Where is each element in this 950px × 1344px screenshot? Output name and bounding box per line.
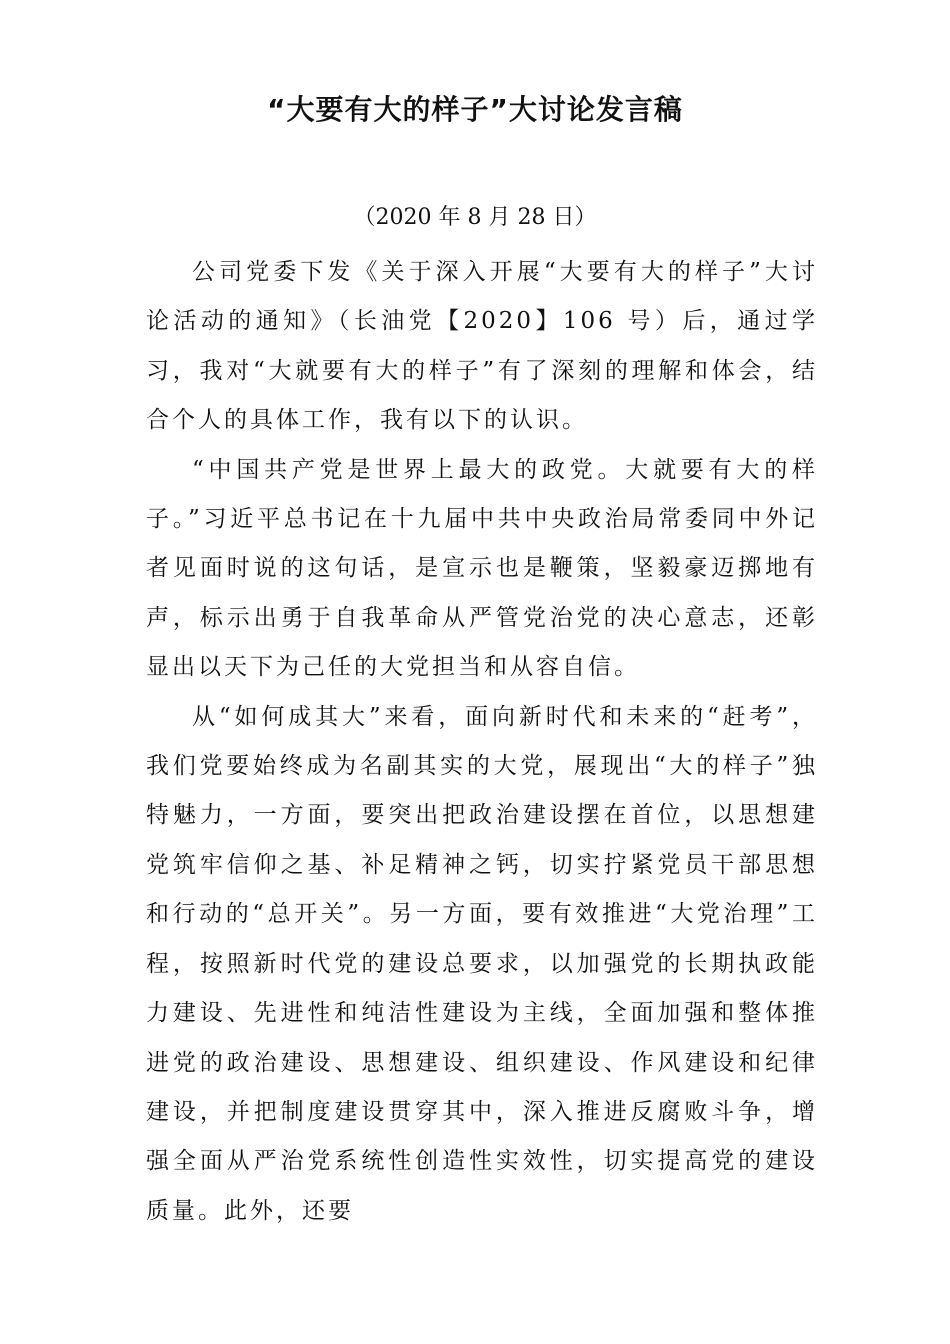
- paragraph: 从“如何成其大”来看，面向新时代和未来的“赶考”，我们党要始终成为名副其实的大党，展现出“大的样子”独特魅力，一方面，要突出把政治建设摆在首位，以思想建党筑牢信仰之基、补足精神之钙，切实拧紧党员干部思想和行动的“总开关”。另一方面，要有效推进“大党治理”工程，按照新时代党的建设总要求，以加强党的长期执政能力建设、先进性和纯洁性建设为主线，全面加强和整体推进党的政治建设、思想建设、组织建设、作风建设和纪律建设，并把制度建设贯穿其中，深入推进反腐败斗争，增强全面从严治党系统性创造性实效性，切实提高党的建设质量。此外，还要: [146, 703, 818, 1224]
- document-date: （2020 年 8 月 28 日）: [353, 205, 597, 230]
- paragraph: 公司党委下发《关于深入开展“大要有大的样子”大讨论活动的通知》（长油党【2020】106 号）后，通过学习，我对“大就要有大的样子”有了深刻的理解和体会，结合个人的具体工作，我有以下的认识。: [146, 259, 818, 434]
- paragraph: “中国共产党是世界上最大的政党。大就要有大的样子。”习近平总书记在十九届中共中央政治局常委同中外记者见面时说的这句话，是宣示也是鞭策，坚毅豪迈掷地有声，标示出勇于自我革命从严管党治党的决心意志，还彰显出以天下为己任的大党担当和从容自信。: [146, 456, 818, 681]
- document-title: “大要有大的样子”大讨论发言稿: [267, 93, 683, 126]
- document-body: [146, 248, 818, 1236]
